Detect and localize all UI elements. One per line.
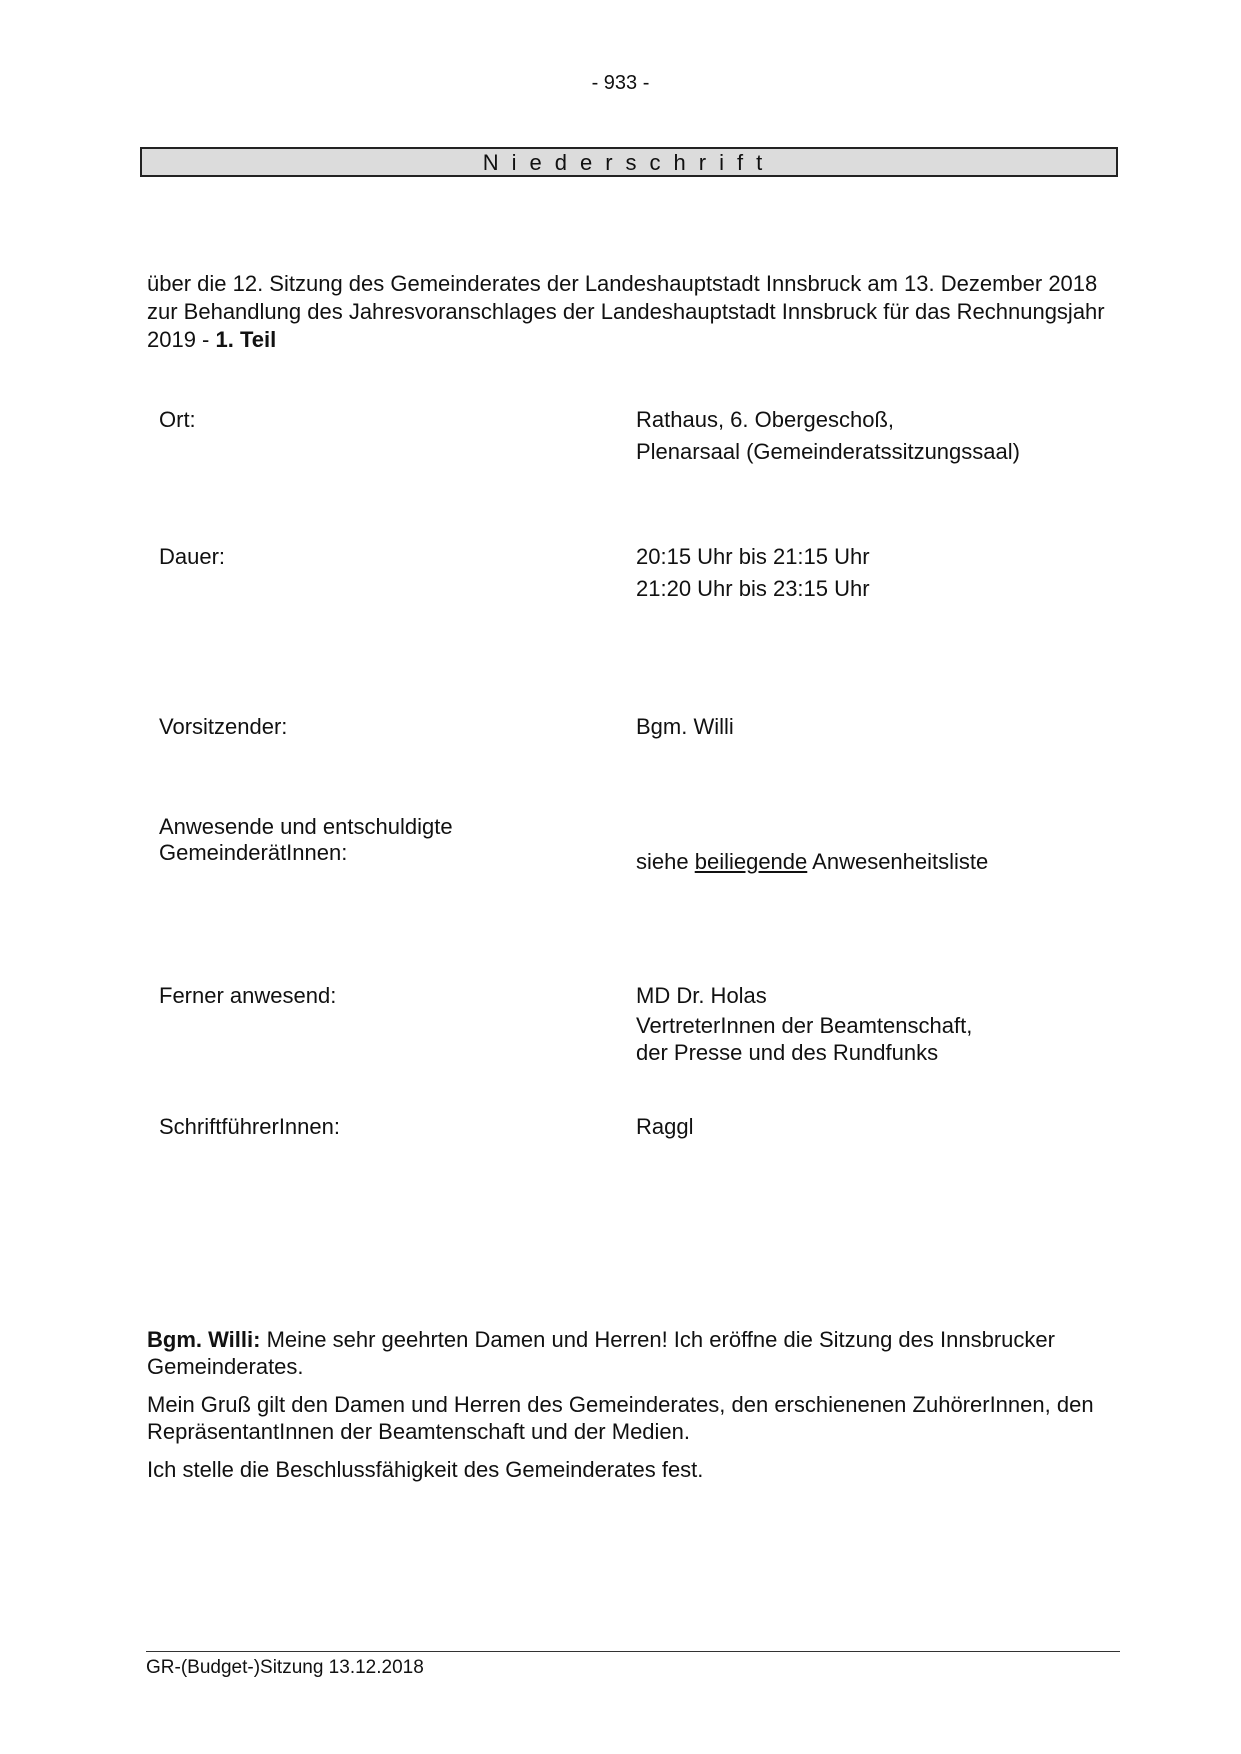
page-number: - 933 -	[591, 72, 650, 94]
footer-divider	[146, 1651, 1120, 1652]
schriftfuehrer-label: SchriftführerInnen:	[159, 1114, 340, 1139]
ferner-value-line-2: VertreterInnen der Beamtenschaft,	[636, 1013, 973, 1038]
vorsitzender-value: Bgm. Willi	[636, 714, 734, 739]
dauer-value-line-1: 20:15 Uhr bis 21:15 Uhr	[636, 544, 870, 569]
dauer-value-line-2: 21:20 Uhr bis 23:15 Uhr	[636, 576, 870, 601]
intro-text: über die 12. Sitzung des Gemeinderates der Landeshauptstadt Innsbruck am 13. Dezember 2018 zur Behandlung des Jahresvoranschlages der Landeshauptstadt Innsbruck für das Rechnungsjahr 2019 -	[147, 271, 1105, 352]
ort-label: Ort:	[159, 407, 196, 432]
anwesende-value	[636, 846, 1116, 878]
anwesende-label-line-2: GemeinderätInnen:	[159, 840, 348, 865]
footer-text: GR-(Budget-)Sitzung 13.12.2018	[146, 1657, 424, 1678]
speech-paragraph-2: Mein Gruß gilt den Damen und Herren des Gemeinderates, den erschienenen ZuhörerInnen, den RepräsentantInnen der Beamtenschaft und der Medien.	[147, 1392, 1094, 1444]
speech-text-1: Meine sehr geehrten Damen und Herren! Ich eröffne die Sitzung des Innsbrucker Gemeinderates.	[147, 1327, 1055, 1379]
schriftfuehrer-value: Raggl	[636, 1114, 694, 1139]
speech-paragraph-1	[147, 1326, 1107, 1380]
speaker-name: Bgm. Willi:	[147, 1327, 261, 1352]
anwesende-value-post: Anwesenheitsliste	[807, 849, 989, 874]
ort-value-line-2: Plenarsaal (Gemeinderatssitzungssaal)	[636, 439, 1020, 464]
intro-paragraph	[147, 270, 1107, 354]
anwesende-label-line-1: Anwesende und entschuldigte	[159, 814, 453, 839]
dauer-label: Dauer:	[159, 544, 226, 569]
ferner-value-line-3: der Presse und des Rundfunks	[636, 1040, 939, 1065]
anwesende-value-pre: siehe	[636, 849, 695, 874]
ort-value-line-1: Rathaus, 6. Obergeschoß,	[636, 407, 895, 432]
speech-paragraph-3: Ich stelle die Beschlussfähigkeit des Gemeinderates fest.	[147, 1457, 704, 1482]
ferner-value-line-1: MD Dr. Holas	[636, 983, 767, 1008]
anwesende-value-underlined: beiliegende	[694, 849, 808, 874]
ferner-label: Ferner anwesend:	[159, 983, 337, 1008]
intro-part-label: 1. Teil	[215, 327, 277, 352]
document-title: Niederschrift	[140, 147, 1118, 177]
vorsitzender-label: Vorsitzender:	[159, 714, 288, 739]
